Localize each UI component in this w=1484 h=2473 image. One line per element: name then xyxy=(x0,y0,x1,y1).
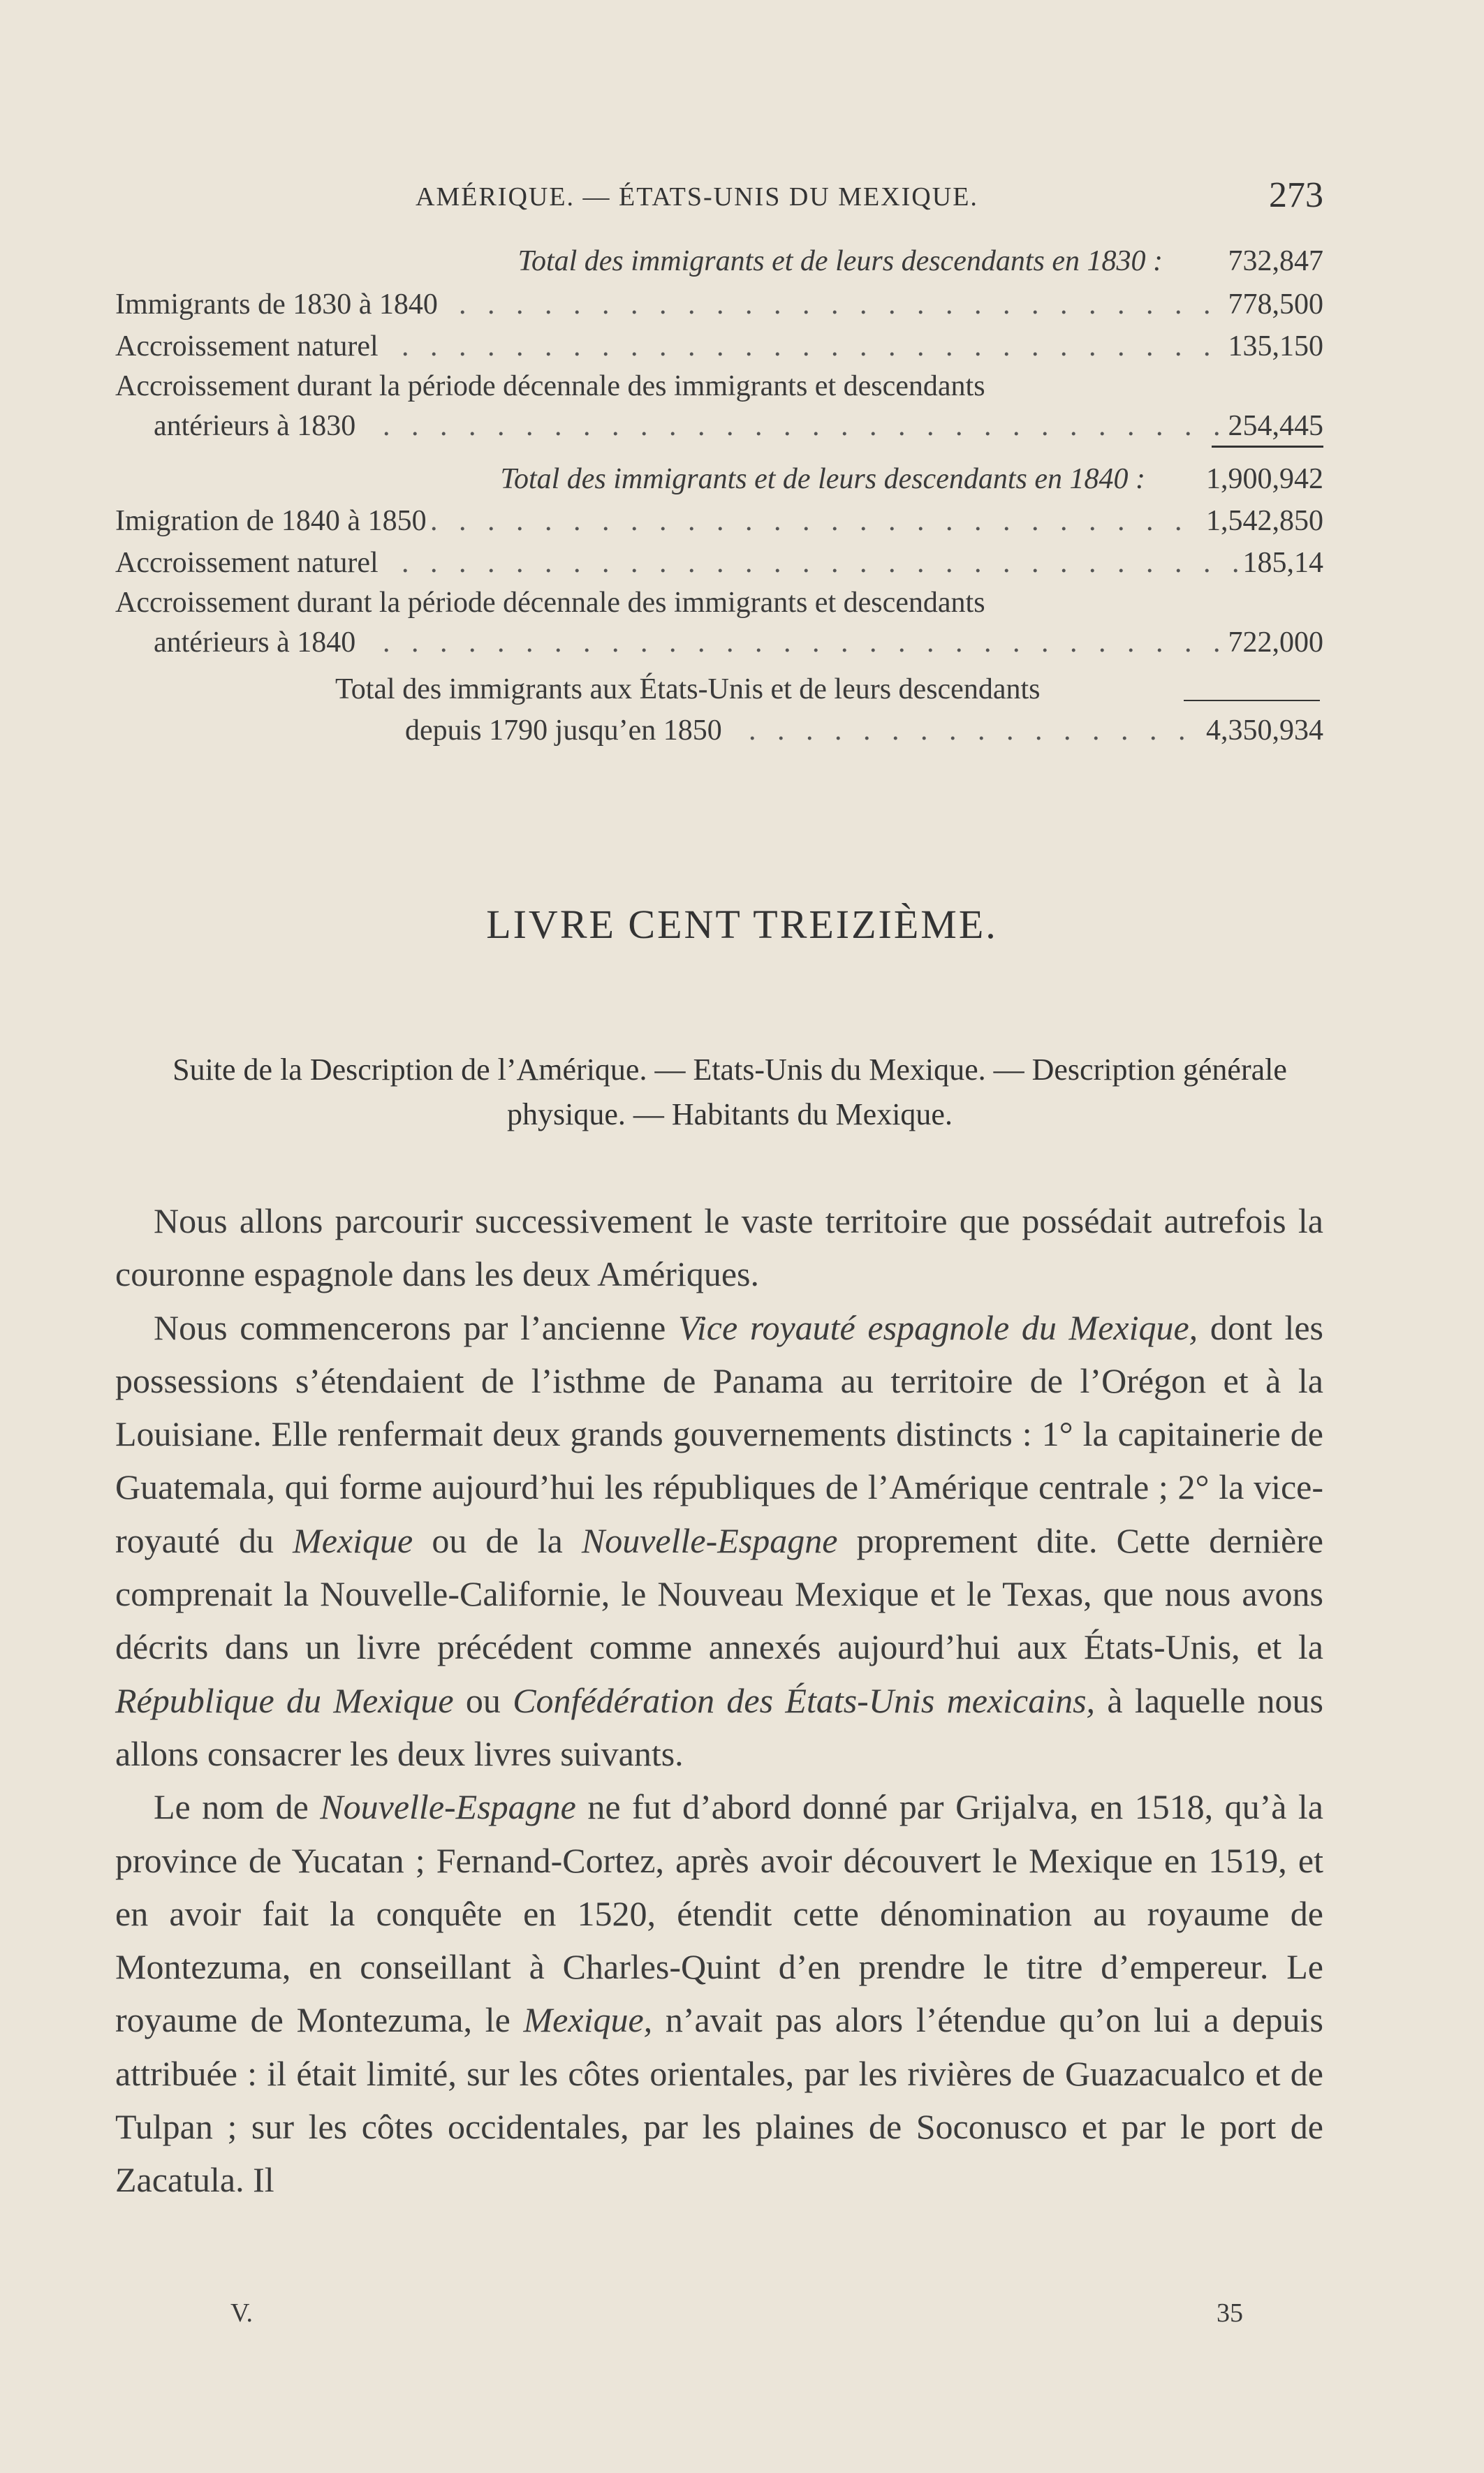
row-label: antérieurs à 1840 xyxy=(154,623,360,662)
growth-1840-line1: Accroissement durant la période décennale des immigrants et descendants xyxy=(115,587,985,619)
growth-1830-line1: Accroissement durant la période décennale des immigrants et descendants xyxy=(115,370,985,402)
row-label: Immigrants de 1830 à 1840 xyxy=(115,285,442,324)
subtotal-1840-value: 1,900,942 xyxy=(1206,463,1323,495)
paragraph: Nous allons parcourir successivement le vaste territoire que possédait autrefois la couronne espagnole dans les deux Amériques. xyxy=(115,1201,1323,1294)
volume-mark: V. xyxy=(230,2298,254,2328)
subtotal-1840-label: Total des immigrants et de leurs descendants en 1840 : xyxy=(500,463,1145,495)
row-label: depuis 1790 jusqu’en 1850 xyxy=(405,711,726,750)
subtotal-1830-row xyxy=(115,242,1323,281)
row-label: Accroissement naturel xyxy=(115,327,383,366)
row-value: 185,14 xyxy=(1239,543,1324,582)
body-text xyxy=(115,1194,1323,2207)
row-value: 254,445 xyxy=(1224,406,1324,446)
row-label: Imigration de 1840 à 1850 xyxy=(115,501,431,541)
table-row xyxy=(115,285,1323,324)
chapter-summary: Suite de la Description de l’Amérique. — Etats-Unis du Mexique. — Description générale physique. — Habitants du Mexique. xyxy=(172,1052,1287,1131)
running-header xyxy=(416,175,1323,223)
book-title: LIVRE CENT TREIZIÈME. xyxy=(486,902,998,947)
sum-rule xyxy=(1212,446,1323,448)
subtotal-1840-row xyxy=(115,460,1323,499)
subtotal-1830-value: 732,847 xyxy=(1228,245,1323,277)
table-row xyxy=(405,711,1323,750)
row-value: 1,542,850 xyxy=(1202,501,1323,541)
table-row xyxy=(115,501,1323,541)
table-row xyxy=(154,406,1323,446)
page-footer xyxy=(230,2298,1243,2340)
page-number: 273 xyxy=(1269,175,1323,215)
table-row xyxy=(154,623,1323,662)
grand-total-line1: Total des immigrants aux États-Unis et de leurs descendants xyxy=(335,673,1041,705)
table-row xyxy=(115,543,1323,582)
row-label: antérieurs à 1830 xyxy=(154,406,360,446)
subtotal-1830-label: Total des immigrants et de leurs descendants en 1830 : xyxy=(517,245,1163,277)
signature-mark: 35 xyxy=(1217,2298,1243,2328)
row-label: Accroissement naturel xyxy=(115,543,383,582)
table-row xyxy=(115,327,1323,366)
row-value: 722,000 xyxy=(1224,623,1324,662)
sum-rule xyxy=(1184,700,1320,701)
row-value: 4,350,934 xyxy=(1202,711,1323,750)
running-title: AMÉRIQUE. — ÉTATS-UNIS DU MEXIQUE. xyxy=(416,182,978,212)
paragraph: Le nom de Nouvelle-Espagne ne fut d’abord donné par Grijalva, en 1518, qu’à la province de Yucatan ; Fernand-Cortez, après avoir découvert le Mexique en 1519, et en avoir fait la conquête en 1520, étendit cette dénomination au royaume de Montezuma, en conseillant à Charles-Quint d’en prendre le titre d’empereur. Le royaume de Montezuma, le Mexique, n’avait pas alors l’étendue qu’on lui a depuis attribuée : il était limité, sur les côtes orientales, par les rivières de Guazacualco et de Tulpan ; sur les côtes occidentales, par les plaines de Soconusco et par le port de Zacatula. Il xyxy=(115,1787,1323,2200)
row-value: 778,500 xyxy=(1224,285,1324,324)
paragraph: Nous commencerons par l’ancienne Vice royauté espagnole du Mexique, dont les possessions s’étendaient de l’isthme de Panama au territoire de l’Orégon et à la Louisiane. Elle renfermait deux grands gouvernements distincts : 1° la capitainerie de Guatemala, qui forme aujourd’hui les républiques de l’Amérique centrale ; 2° la vice-royauté du Mexique ou de la Nouvelle-Espagne proprement dite. Cette dernière comprenait la Nouvelle-Californie, le Nouveau Mexique et le Texas, que nous avons décrits dans un livre précédent comme annexés aujourd’hui aux États-Unis, et la République du Mexique ou Confédération des États-Unis mexicains, à laquelle nous allons consacrer les deux livres suivants. xyxy=(115,1307,1324,1773)
row-value: 135,150 xyxy=(1224,327,1324,366)
